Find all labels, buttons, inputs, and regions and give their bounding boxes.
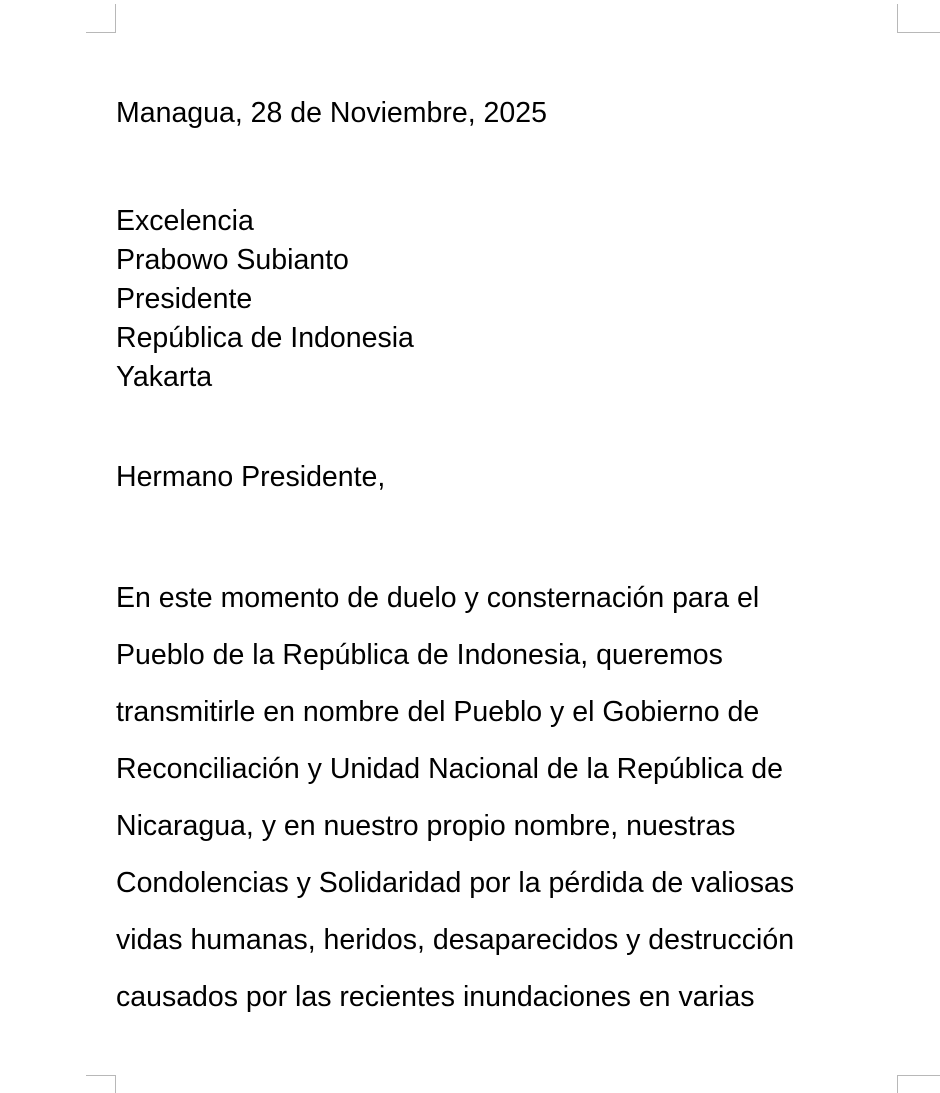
- corner-mark-top-left: [86, 4, 116, 33]
- recipient-block: [116, 202, 414, 397]
- corner-mark-top-right: [897, 4, 940, 33]
- letter-date: Managua, 28 de Noviembre, 2025: [116, 97, 547, 129]
- corner-mark-bottom-right: [897, 1075, 940, 1093]
- body-line: Condolencias y Solidaridad por la pérdida de valiosas: [116, 867, 795, 899]
- body-line: Nicaragua, y en nuestro propio nombre, nuestras: [116, 810, 736, 842]
- body-line: Reconciliación y Unidad Nacional de la República de: [116, 753, 783, 785]
- recipient-line: Excelencia: [116, 205, 254, 237]
- recipient-line: Yakarta: [116, 361, 213, 393]
- letter-salutation: Hermano Presidente,: [116, 461, 386, 493]
- letter-body-paragraph: [116, 570, 794, 1026]
- corner-mark-bottom-left: [86, 1075, 116, 1093]
- recipient-line: Prabowo Subianto: [116, 244, 349, 276]
- body-line: vidas humanas, heridos, desaparecidos y destrucción: [116, 924, 795, 956]
- recipient-line: República de Indonesia: [116, 322, 414, 354]
- body-line: Pueblo de la República de Indonesia, queremos: [116, 639, 723, 671]
- body-line: transmitirle en nombre del Pueblo y el Gobierno de: [116, 696, 760, 728]
- body-line: causados por las recientes inundaciones en varias: [116, 981, 755, 1013]
- body-line: En este momento de duelo y consternación para el: [116, 582, 760, 614]
- recipient-line: Presidente: [116, 283, 253, 315]
